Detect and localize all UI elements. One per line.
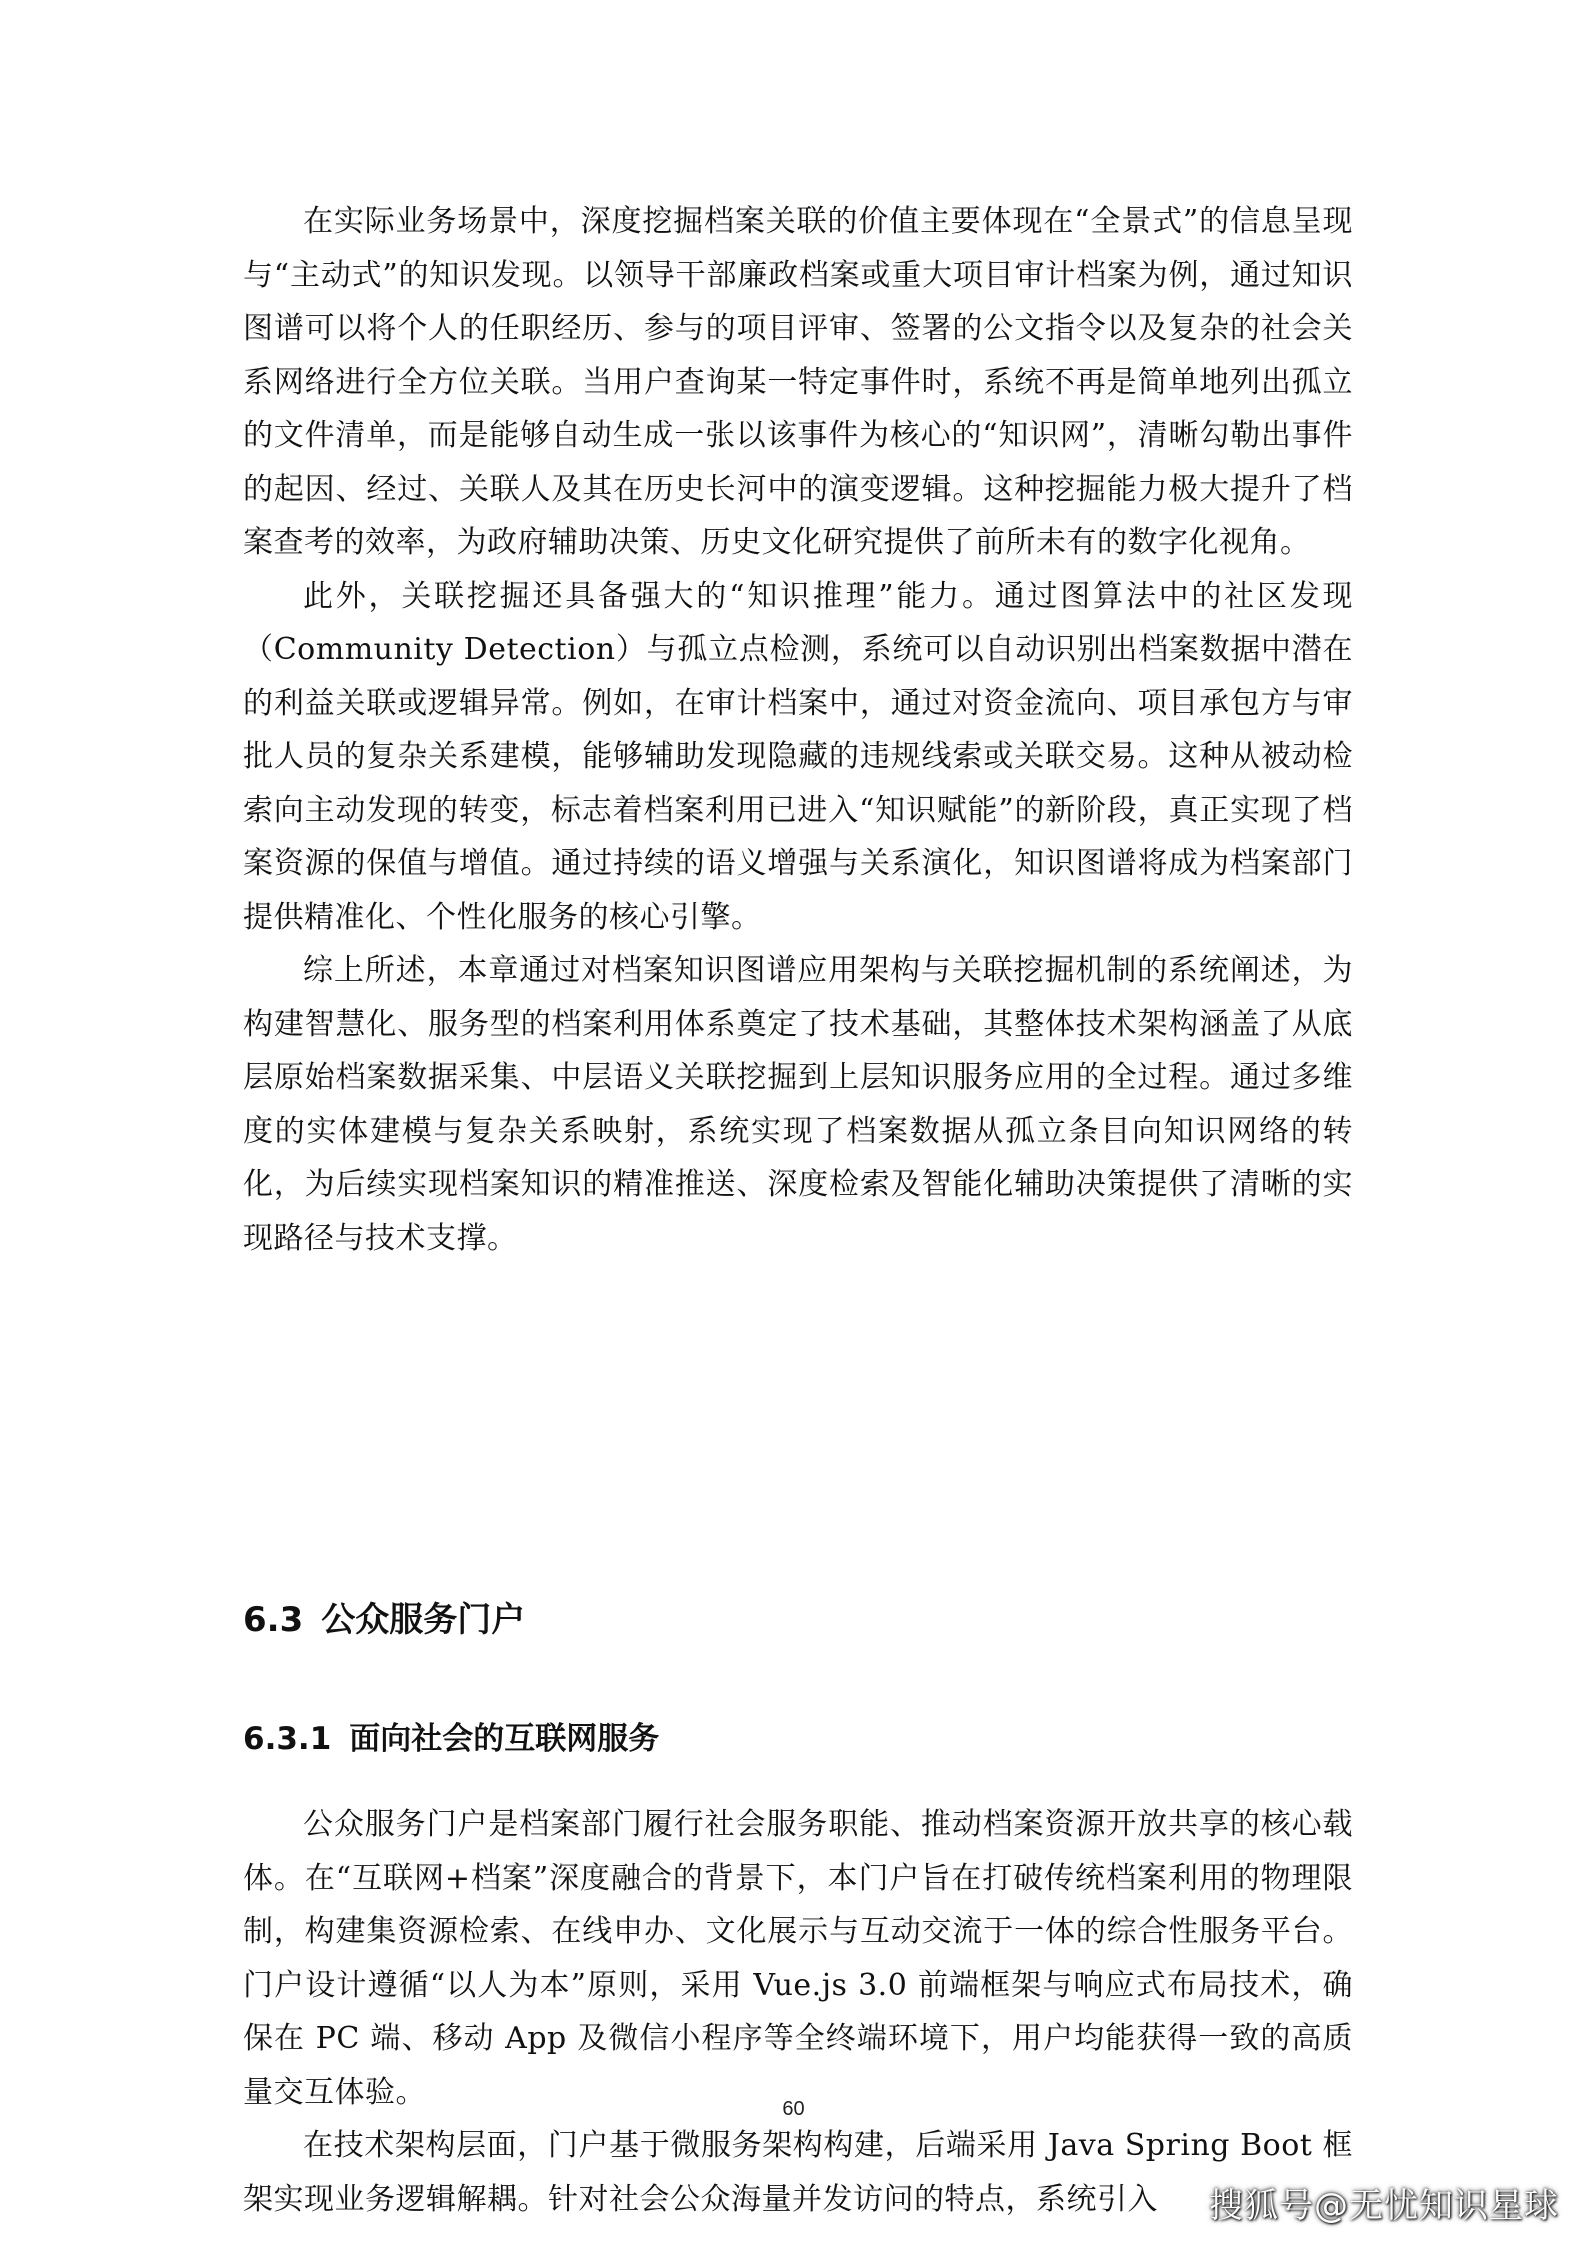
body-text-top	[243, 195, 1353, 1265]
body-text-bottom	[243, 1798, 1353, 2226]
paragraph: 在实际业务场景中，深度挖掘档案关联的价值主要体现在“全景式”的信息呈现与“主动式”的知识发现。以领导干部廉政档案或重大项目审计档案为例，通过知识图谱可以将个人的任职经历、参与的项目评审、签署的公文指令以及复杂的社会关系网络进行全方位关联。当用户查询某一特定事件时，系统不再是简单地列出孤立的文件清单，而是能够自动生成一张以该事件为核心的“知识网”，清晰勾勒出事件的起因、经过、关联人及其在历史长河中的演变逻辑。这种挖掘能力极大提升了档案查考的效率，为政府辅助决策、历史文化研究提供了前所未有的数字化视角。	[243, 204, 1353, 560]
subsection-number: 6.3.1	[243, 1721, 332, 1757]
subsection-heading	[243, 1716, 659, 1762]
section-number: 6.3	[243, 1600, 304, 1640]
subsection-title: 面向社会的互联网服务	[349, 1721, 660, 1757]
page-number: 60	[782, 2098, 805, 2120]
paragraph: 公众服务门户是档案部门履行社会服务职能、推动档案资源开放共享的核心载体。在“互联网+档案”深度融合的背景下，本门户旨在打破传统档案利用的物理限制，构建集资源检索、在线申办、文化展示与互动交流于一体的综合性服务平台。门户设计遵循“以人为本”原则，采用 Vue.js 3.0 前端框架与响应式布局技术，确保在 PC 端、移动 App 及微信小程序等全终端环境下，用户均能获得一致的高质量交互体验。	[243, 1807, 1353, 2110]
paragraph: 综上所述，本章通过对档案知识图谱应用架构与关联挖掘机制的系统阐述，为构建智慧化、服务型的档案利用体系奠定了技术基础，其整体技术架构涵盖了从底层原始档案数据采集、中层语义关联挖掘到上层知识服务应用的全过程。通过多维度的实体建模与复杂关系映射，系统实现了档案数据从孤立条目向知识网络的转化，为后续实现档案知识的精准推送、深度检索及智能化辅助决策提供了清晰的实现路径与技术支撑。	[243, 953, 1353, 1256]
section-title: 公众服务门户	[321, 1600, 526, 1640]
paragraph: 此外，关联挖掘还具备强大的“知识推理”能力。通过图算法中的社区发现（Community Detection）与孤立点检测，系统可以自动识别出档案数据中潜在的利益关联或逻辑异常。例如，在审计档案中，通过对资金流向、项目承包方与审批人员的复杂关系建模，能够辅助发现隐藏的违规线索或关联交易。这种从被动检索向主动发现的转变，标志着档案利用已进入“知识赋能”的新阶段，真正实现了档案资源的保值与增值。通过持续的语义增强与关系演化，知识图谱将成为档案部门提供精准化、个性化服务的核心引擎。	[243, 578, 1353, 935]
section-heading	[243, 1595, 525, 1645]
watermark-text: 搜狐号@无忧知识星球	[1209, 2186, 1559, 2226]
paragraph: 在技术架构层面，门户基于微服务架构构建，后端采用 Java Spring Boot 框架实现业务逻辑解耦。针对社会公众海量并发访问的特点，系统引入	[243, 2128, 1353, 2217]
